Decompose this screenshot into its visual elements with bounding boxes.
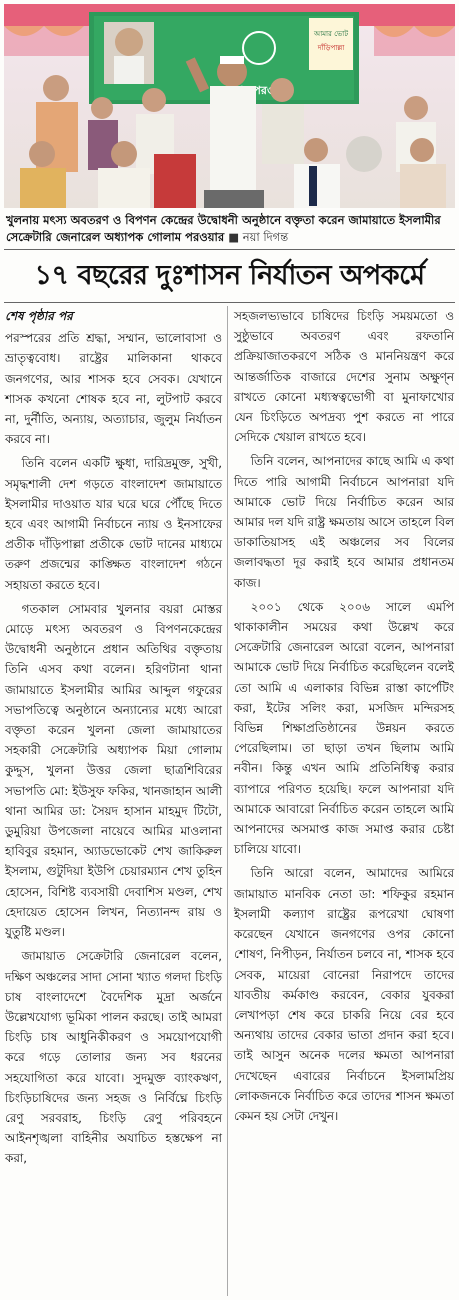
banner-line2: দাঁড়িপাল্লা: [317, 44, 345, 52]
rally-scene-image: [4, 4, 455, 208]
news-photo: [4, 4, 455, 208]
body-paragraph: ২০০১ থেকে ২০০৬ সালে এমপি থাকাকালীন সময়ের কথা উল্লেখ করে সেক্রেটারি জেনারেল আরো বলেন, আপনারা আমাকে ভোট দিয়ে নির্বাচিত করেছিলেন বলেই তো আমি এ এলাকার বিভিন্ন রাস্তা কার্পেটিং করা, ইটের সলিং করা, মসজিদ মন্দিরসহ বিভিন্ন শিক্ষাপ্রতিষ্ঠানের উন্নয়ন করতে পেরেছিলাম। তা ছাড়া তখন ছিলাম আমি নবীন। কিন্তু এখন আমি প্রতিনিধিত্ব করার ব্যাপারে পরিণত হয়েছি। ফলে আপনারা যদি আমাকে আবারো নির্বাচিত করেন তাহলে আমি আপনাদের অসমাপ্ত কাজ সমাপ্ত করার চেষ্টা চালিয়ে যাবো।: [234, 599, 454, 857]
body-paragraph: জামায়াত সেক্রেটারি জেনারেল বলেন, দক্ষিণ অঞ্চলের সাদা সোনা খ্যাত গলদা চিংড়ি চাষ বাংলাদেশে বৈদেশিক মুদ্রা অর্জনে উল্লেখযোগ্য ভূমিকা পালন করছে। তাই আমরা চিংড়ি চাষ আধুনিকীকরণ ও সময়োপযোগী করে গড়ে তোলার জন্য সব ধরনের সহযোগিতা করে যাবো। সুদমুক্ত ব্যাংকঋণ, চিংড়িচাষিদের জন্য সহজ ও নির্বিঘ্নে চিংড়ি রেণু সরবরাহ, চিংড়ি রেণু পরিবহনে আইনশৃঙ্খলা বাহিনীর অযাচিত হস্তক্ষেপ না করা,: [5, 949, 222, 1166]
body-paragraph: তিনি বলেন একটি ক্ষুধা, দারিদ্রমুক্ত, সুখী, সমৃদ্ধশালী দেশ গড়তে বাংলাদেশ জামায়াতে ইসলামীর দাওয়াত যার ঘরে ঘরে পৌঁছে দিতে হবে এবং আগামী নির্বাচনে ন্যায় ও ইনসাফের প্রতীক দাঁড়িপাল্লা প্রতীকে ভোট দানের মাধ্যমে তরুণ প্রজন্মের কাঙ্ক্ষিত বাংলাদেশ গঠনে সহায়তা করতে হবে।: [5, 456, 222, 592]
caption-text: খুলনায় মৎস্য অবতরণ ও বিপণন কেন্দ্রের উদ্বোধনী অনুষ্ঠানে বক্তৃতা করেন জামায়াতে ইসলামীর সেক্রেটারি জেনারেল অধ্যাপক গোলাম পরওয়ার: [6, 213, 441, 244]
column-divider: [227, 306, 228, 1296]
body-paragraph: সহজলভ্যভাবে চাষিদের চিংড়ি সময়মতো ও সুষ্ঠুভাবে অবতরণ এবং রফতানি প্রক্রিয়াজাতকরণে সঠিক ও মাননিয়ন্ত্রণ করে আন্তর্জাতিক বাজারে দেশের সুনাম অক্ষুণ্ন রাখতে কোনো মধ্যস্বত্বভোগী বা মুনাফাখোর যেন চিংড়িতে অপদ্রব্য পুশ করতে না পারে সেদিকে খেয়াল রাখতে হবে।: [234, 309, 454, 445]
body-paragraph: তিনি বলেন, আপনাদের কাছে আমি এ কথা দিতে পারি আগামী নির্বাচনে আপনারা যদি আমাকে ভোট দিয়ে নির্বাচিত করেন আর আমার দল যদি রাষ্ট্র ক্ষমতায় আসে তাহলে বিল ডাকাতিয়াসহ এই অঞ্চলের সব বিলের জলাবদ্ধতা দূর করাই হবে আমার প্রধানতম কাজ।: [234, 454, 454, 590]
banner-line1: আমার ভোট: [313, 30, 349, 38]
article-column-right: [234, 306, 454, 1130]
headline: ১৭ বছরের দুঃশাসন নির্যাতন অপকর্মে: [34, 260, 425, 291]
caption-source: ■ নয়া দিগন্ত: [228, 230, 289, 244]
photo-caption: [6, 212, 453, 246]
body-paragraph: তিনি আরো বলেন, আমাদের আমিরে জামায়াত মানবিক নেতা ডা: শফিকুর রহমান ইসলামী কল্যাণ রাষ্ট্রের রূপরেখা ঘোষণা করেছেন যেখানে জনগণের ওপর কোনো শোষণ, নিপীড়ন, নির্যাতন চলবে না, শাসক হবে সেবক, মায়েরা বোনেরা নিরাপদে তাদের যাবতীয় কর্মকাণ্ড করবেন, বেকার যুবকরা লেখাপড়া শেষ করে চাকরি নিয়ে বের হবে অন্যথায় তাদের বেকার ভাতা প্রদান করা হবে। তাই আসুন অনেক দলের ক্ষমতা আপনারা দেখেছেন এবারের নির্বাচনে ইসলামপ্রিয় লোকজনকে নির্বাচিত করে তাদের শাসন ক্ষমতা কেমন হয় সেটা দেখুন।: [234, 866, 454, 1123]
body-paragraph: গতকাল সোমবার খুলনার বয়রা মোস্তর মোড়ে মৎস্য অবতরণ ও বিপণনকেন্দ্রের উদ্বোধনী অনুষ্ঠানে প্রধান অতিথির বক্তৃতায় তিনি এসব কথা বলেন। হরিণটানা থানা জামায়াতে ইসলামীর আমির আব্দুল গফুরের সভাপতিত্বে অনুষ্ঠানে অন্যান্যের মধ্যে আরো বক্তৃতা করেন খুলনা জেলা জামায়াতের সহকারী সেক্রেটারি অধ্যাপক মিয়া গোলাম কুদ্দুস, খুলনা উত্তর জেলা ছাত্রশিবিরের সভাপতি মো: ইউসুফ ফকির, খানজাহান আলী থানা আমির ডা: সৈয়দ হাসান মাহমুদ টিটো, ডুমুরিয়া উপজেলা নায়েবে আমির মাওলানা হাবিবুর রহমান, অ্যাডভোকেট শেখ জাকিরুল ইসলাম, গুটুদিয়া ইউপি চেয়ারম্যান শেখ তুহিন হোসেন, বিশিষ্ট ব্যবসায়ী দেবাশিস মণ্ডল, শেখ হেদায়েত হোসেন লিখন, নিত্যানন্দ রায় ও যুতুষ্টি মণ্ডল।: [5, 601, 222, 940]
article-column-left: [5, 306, 222, 1173]
continued-kicker: শেষ পৃষ্ঠার পর: [5, 309, 73, 323]
caption-rule: [4, 249, 455, 250]
headline-rule: [4, 302, 455, 303]
body-paragraph: পরস্পরের প্রতি শ্রদ্ধা, সম্মান, ভালোবাসা ও ভ্রাতৃত্ববোধ। রাষ্ট্রের মালিকানা থাকবে জনগণের, আর শাসক হবে সেবক। যেখানে শাসক কখনো শোষক হবে না, লুটপাট করবে না, দুর্নীতি, অন্যায়, অত্যাচার, জুলুম নির্যাতন করবে না।: [5, 331, 222, 447]
